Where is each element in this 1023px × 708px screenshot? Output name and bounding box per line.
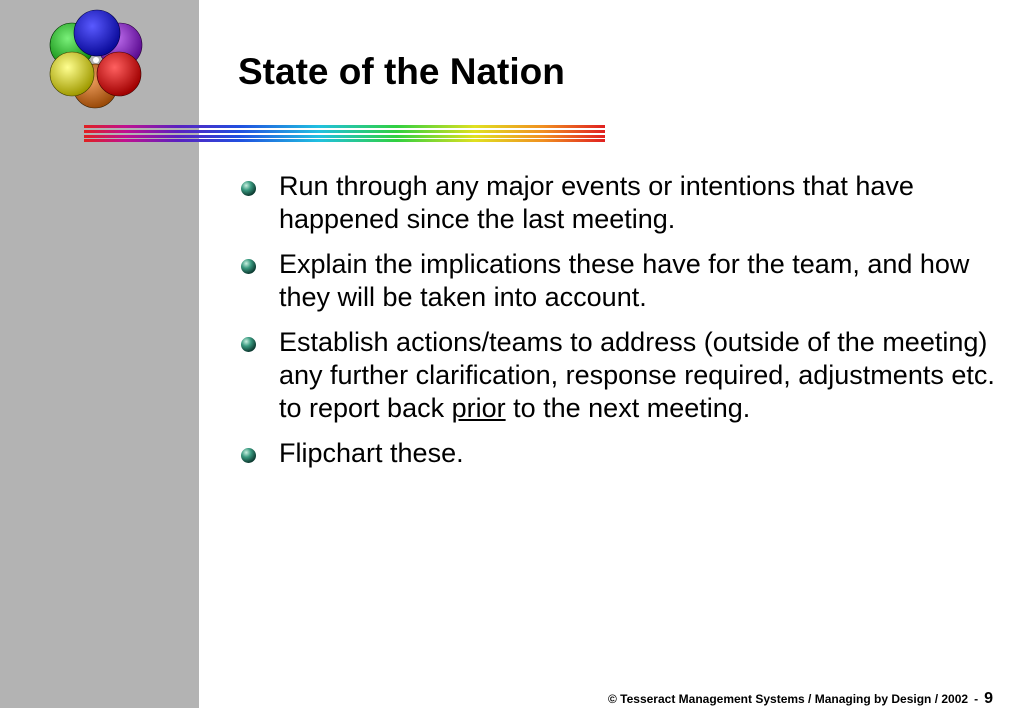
bullet-item: [240, 248, 1015, 314]
colored-spheres-logo-icon: [46, 8, 146, 112]
page-number: 9: [984, 690, 993, 707]
logo-sphere-yellow: [50, 52, 94, 96]
bullet-item: [240, 326, 1015, 425]
bullet-text: Explain the implications these have for the team, and how they will be taken into account.: [279, 249, 970, 312]
bullet-item: [240, 170, 1015, 236]
bullet-text: Flipchart these.: [279, 438, 464, 468]
bullet-item: [240, 437, 1015, 470]
slide-footer: [608, 690, 993, 708]
teal-sphere-bullet-icon: [240, 180, 257, 197]
logo-sphere-red: [97, 52, 141, 96]
bullet-list: [240, 170, 1015, 482]
teal-sphere-bullet-icon: [240, 258, 257, 275]
teal-sphere-bullet-icon: [240, 447, 257, 464]
copyright-text: © Tesseract Management Systems / Managing by Design / 2002: [608, 692, 969, 706]
footer-separator: -: [974, 692, 979, 706]
logo-center-dot: [93, 57, 99, 63]
logo-sphere-blue: [74, 10, 120, 56]
bullet-text: Run through any major events or intentions that have happened since the last meeting.: [279, 171, 914, 234]
bullet-text-part: to the next meeting.: [505, 393, 751, 423]
underlined-word: prior: [451, 393, 506, 423]
rainbow-divider: [84, 125, 605, 142]
teal-sphere-bullet-icon: [240, 336, 257, 353]
slide-title: State of the Nation: [238, 51, 565, 92]
bullet-text-part: Establish actions/teams to address (outside of the meeting) any further clarification, response required, adjustments etc. to report back: [279, 327, 995, 423]
